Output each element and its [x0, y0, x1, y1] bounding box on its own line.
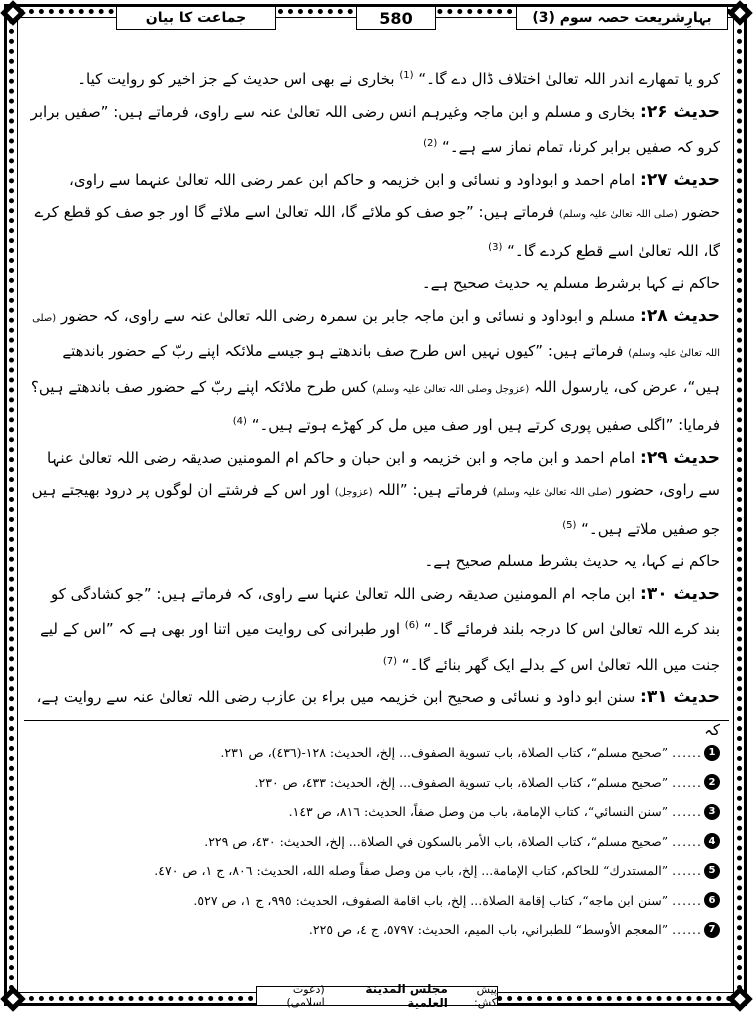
hadith-29-tail: حاکم نے کہا، یہ حدیث بشرط مسلم صحیح ہے۔ [424, 552, 720, 570]
footnote-item [60, 797, 720, 827]
footnote-ref-1: (1) [399, 70, 414, 81]
book-title: بہارِشریعت حصہ سوم (3) [516, 6, 728, 30]
footnote-number-badge: 5 [704, 863, 720, 879]
intro-tail: بخاری نے بھی اس حدیث کے جز اخیر کو روایت کیا۔ [77, 70, 395, 88]
hadith-29-text-3: اور اس کے فرشتے ان لوگوں پر درود بھیجتے ہیں جو صفیں ملاتے ہیں۔“ [31, 481, 720, 538]
hadith-28-label: حدیث ۲۸: [640, 305, 720, 326]
main-text [30, 60, 720, 746]
footnote-number-badge: 6 [704, 892, 720, 908]
hadith-31 [30, 681, 720, 746]
hadith-27-text-2: فرماتے ہیں: ”جو صف کو ملائے گا، اللہ تعالیٰ اسے ملائے گا اور جو صف کو قطع کرے گا، اللہ تعالیٰ اسے قطع کردے گا۔“ [34, 203, 720, 260]
hadith-27 [30, 164, 720, 268]
footnote-leader: ...... [672, 863, 702, 878]
footnote-leader: ...... [672, 833, 702, 849]
footnote-item [60, 915, 720, 945]
footnote-ref-2: (2) [423, 138, 438, 149]
hadith-28 [30, 300, 720, 442]
footnote-ref-6: (6) [404, 620, 419, 631]
hadith-27-salutation: (صلی اللہ تعالیٰ علیہ وسلم) [558, 209, 678, 220]
publisher-name: مجلس المدينة العلمية [365, 982, 448, 1010]
intro-paragraph [30, 60, 720, 96]
hadith-31-text: سنن ابو داود و نسائی و صحیح ابن خزیمہ میں براء بن عازب رضی اللہ تعالیٰ عنہ سے روایت ہے، کہ [36, 688, 720, 739]
footnote-number-badge: 1 [704, 745, 720, 761]
hadith-30 [30, 578, 720, 682]
footnote-number-badge: 4 [704, 833, 720, 849]
footnote-item [60, 768, 720, 798]
footnote-item [60, 738, 720, 768]
footnote-text: ”المعجم الأوسط“ للطبراني، باب الميم، الحديث: ٥٧٩٧، ج ٤، ص ٢٢٥. [308, 922, 669, 937]
footnote-text: ”صحيح مسلم“، كتاب الصلاة، باب تسوية الصفوف... إلخ، الحديث: ٤٣٣، ص ٢٣٠. [254, 774, 669, 790]
footnote-item [60, 856, 720, 886]
footnote-ref-3: (3) [488, 241, 503, 253]
page-header [24, 2, 729, 36]
footnote-text: ”سنن النسائي“، كتاب الإمامة، باب من وصل صفاً، الحديث: ٨١٦، ص ١٤٣. [288, 804, 669, 819]
chapter-title: جماعت کا بیان [116, 6, 276, 30]
hadith-29-azza: (عزوجل) [334, 487, 373, 498]
footnote-ref-5: (5) [562, 519, 577, 531]
footnote-number-badge: 2 [704, 774, 720, 790]
publisher-org: (دعوت اسلامی) [286, 983, 325, 1009]
hadith-31-label: حدیث ۳۱: [640, 687, 720, 707]
hadith-29-salutation: (صلی اللہ تعالیٰ علیہ وسلم) [492, 487, 612, 498]
page-footer [256, 982, 498, 1010]
footnote-leader: ...... [672, 804, 702, 819]
footnotes [60, 738, 720, 945]
hadith-30-label: حدیث ۳۰: [640, 583, 720, 604]
intro-text: کرو یا تمھارے اندر اللہ تعالیٰ اختلاف ڈال دے گا۔“ [418, 70, 720, 88]
footnote-ref-7: (7) [382, 655, 398, 667]
footnote-number-badge: 7 [704, 922, 720, 938]
hadith-28-salutation-2: (عزوجل وصلی اللہ تعالیٰ علیہ وسلم) [372, 383, 530, 395]
footnote-text: ”صحيح مسلم“، كتاب الصلاة، باب تسوية الصفوف... إلخ، الحديث: ١٢٨-(٤٣٦)، ص ٢٣١. [220, 745, 669, 760]
hadith-26-label: حدیث ۲۶: [640, 101, 720, 122]
hadith-29-text-1: امام احمد و ابن ماجہ و ابن خزیمہ و ابن حبان و حاکم ام المومنین صدیقہ رضی اللہ تعالیٰ عنہا سے راوی، حضور [47, 448, 720, 499]
footnote-text: ”صحيح مسلم“، كتاب الصلاة، باب الأمر بالسكون في الصلاة... إلخ، الحديث: ٤٣٠، ص ٢٢٩. [204, 833, 669, 849]
footnote-number-badge: 3 [704, 804, 720, 820]
hadith-29-text-2: فرماتے ہیں: ”اللہ [377, 481, 489, 499]
hadith-30-text-1: ابن ماجہ ام المومنین صدیقہ رضی اللہ تعالیٰ عنہا سے راوی، کہ فرماتے ہیں: ”جو کشادگی کو بند کرے اللہ تعالیٰ اس کا درجہ بلند فرمائے گا۔“ [50, 584, 720, 638]
footnote-leader: ...... [672, 922, 702, 937]
page-number: 580 [356, 6, 436, 30]
hadith-29-label: حدیث ۲۹: [640, 447, 720, 468]
hadith-26-text: بخاری و مسلم و ابن ماجہ وغیرہم انس رضی اللہ تعالیٰ عنہ سے راوی، فرماتے ہیں: ”صفیں برابر کرو کہ صفیں برابر کرنا، تمام نماز سے ہے۔“ [30, 102, 720, 156]
hadith-27-label: حدیث ۲۷: [640, 169, 720, 190]
footnote-leader: ...... [672, 892, 702, 908]
hadith-28-text-2: فرماتے ہیں: ”کیوں نہیں اس طرح صف باندھتے ہو جیسے ملائکہ اپنے ربّ کے حضور باندھتے ہیں“، عرض کی، یارسول اللہ [62, 342, 720, 396]
footnote-ref-4: (4) [232, 416, 247, 427]
footnote-leader: ...... [672, 774, 702, 790]
footnote-item [60, 886, 720, 916]
hadith-28-text-3: کس طرح ملائکہ اپنے ربّ کے حضور صف باندھتے ہیں؟ فرمایا: ”اگلی صفیں پوری کرتے ہیں اور صف میں مل کر کھڑے ہوتے ہیں۔“ [30, 377, 720, 434]
hadith-27-tail: حاکم نے کہا برشرط مسلم یہ حدیث صحیح ہے۔ [421, 274, 720, 292]
footnote-text: ”المستدرك“ للحاكم، كتاب الإمامة... إلخ، باب من وصل صفاً وصله الله، الحديث: ٨٠٦، ج ١، ص ٤٧٠. [154, 863, 669, 878]
hadith-27-text-1: امام احمد و ابوداود و نسائی و ابن خزیمہ و حاکم ابن عمر رضی اللہ تعالیٰ عنہما سے راوی، حضور [69, 170, 720, 221]
hadith-30-text-2: اور طبرانی کی روایت میں اتنا اور بھی ہے کہ ”اس کے لیے جنت میں اللہ تعالیٰ اس کے بدلے ایک گھر بنائے گا۔“ [40, 620, 720, 674]
footer-label: پیش کش: [474, 983, 497, 1009]
footnote-item [60, 827, 720, 857]
hadith-28-salutation-1: (صلی اللہ تعالیٰ علیہ وسلم) [32, 312, 720, 359]
footnote-text: ”سنن ابن ماجه“، كتاب إقامة الصلاة... إلخ، باب اقامة الصفوف، الحديث: ٩٩٥، ج ١، ص ٥٢٧. [193, 892, 669, 908]
hadith-28-text-1: مسلم و ابوداود و نسائی و ابن ماجہ جابر بن سمرہ رضی اللہ تعالیٰ عنہ سے راوی، کہ حضور [60, 306, 636, 325]
footnote-divider [24, 720, 729, 721]
hadith-26 [30, 96, 720, 164]
hadith-29 [30, 442, 720, 546]
footnote-leader: ...... [672, 745, 702, 760]
